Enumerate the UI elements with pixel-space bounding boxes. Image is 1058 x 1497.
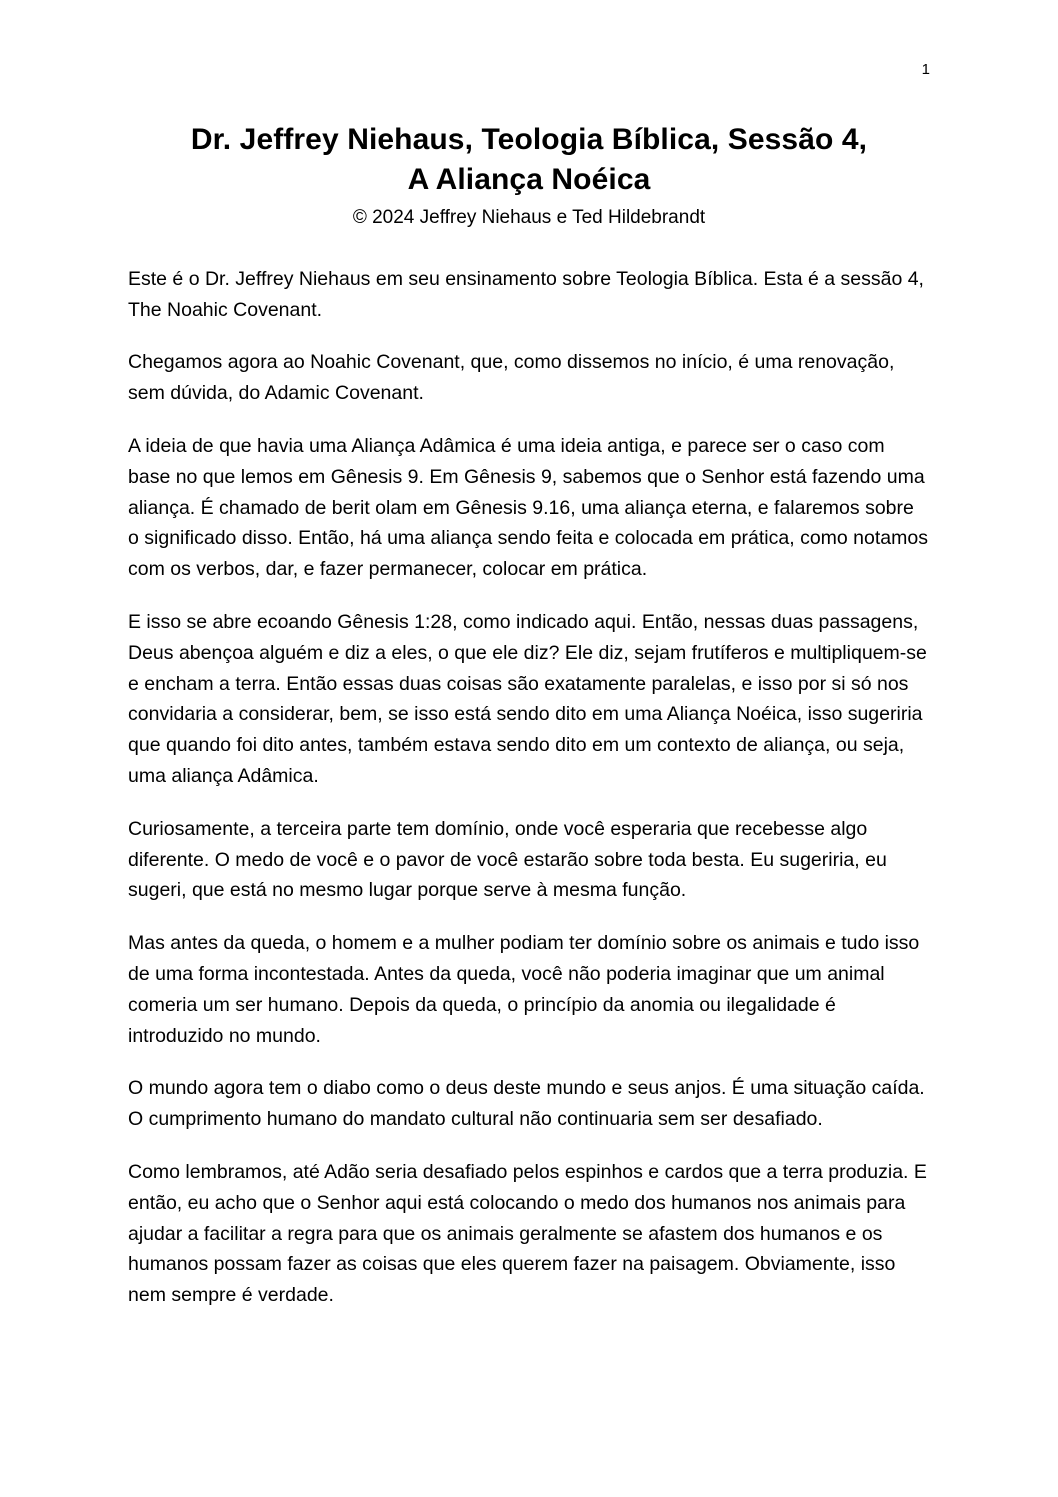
page-title-line-1: Dr. Jeffrey Niehaus, Teologia Bíblica, Sessão 4,	[190, 123, 868, 156]
paragraph: Este é o Dr. Jeffrey Niehaus em seu ensinamento sobre Teologia Bíblica. Esta é a sessão 4, The Noahic Covenant.	[128, 267, 924, 321]
copyright-notice: © 2024 Jeffrey Niehaus e Ted Hildebrandt	[352, 207, 706, 229]
paragraph: Curiosamente, a terceira parte tem domínio, onde você esperaria que recebesse algo diferente. O medo de você e o pavor de você estarão sobre toda besta. Eu sugeriria, eu sugeri, que está no mesmo lugar porque serve à mesma função.	[128, 817, 887, 902]
page-title	[128, 120, 930, 199]
paragraph: Como lembramos, até Adão seria desafiado pelos espinhos e cardos que a terra produzia. E então, eu acho que o Senhor aqui está colocando o medo dos humanos nos animais para ajudar a facilitar a regra para que os animais geralmente se afastem dos humanos e os humanos possam fazer as coisas que eles querem fazer na paisagem. Obviamente, isso nem sempre é verdade.	[128, 1160, 927, 1307]
paragraph: A ideia de que havia uma Aliança Adâmica é uma ideia antiga, e parece ser o caso com base no que lemos em Gênesis 9. Em Gênesis 9, sabemos que o Senhor está fazendo uma aliança. É chamado de berit olam em Gênesis 9.16, uma aliança eterna, e falaremos sobre o significado disso. Então, há uma aliança sendo feita e colocada em prática, como notamos com os verbos, dar, e fazer permanecer, colocar em prática.	[128, 434, 928, 581]
paragraph: O mundo agora tem o diabo como o deus deste mundo e seus anjos. É uma situação caída. O cumprimento humano do mandato cultural não continuaria sem ser desafiado.	[128, 1077, 925, 1131]
paragraph: E isso se abre ecoando Gênesis 1:28, como indicado aqui. Então, nessas duas passagens, Deus abençoa alguém e diz a eles, o que ele diz? Ele diz, sejam frutíferos e multipliquem-se e encham a terra. Então essas duas coisas são exatamente paralelas, e isso por si só nos convidaria a considerar, bem, se isso está sendo dito em uma Aliança Noéica, isso sugeriria que quando foi dito antes, também estava sendo dito em um contexto de aliança, ou seja, uma aliança Adâmica.	[128, 610, 927, 787]
paragraph: Chegamos agora ao Noahic Covenant, que, como dissemos no início, é uma renovação, sem dúvida, do Adamic Covenant.	[128, 351, 895, 405]
page-number: 1	[921, 61, 930, 78]
paragraph: Mas antes da queda, o homem e a mulher podiam ter domínio sobre os animais e tudo isso de uma forma incontestada. Antes da queda, você não poderia imaginar que um animal comeria um ser humano. Depois da queda, o princípio da anomia ou ilegalidade é introduzido no mundo.	[128, 932, 920, 1047]
page-title-line-2: A Aliança Noéica	[407, 162, 651, 196]
document-body	[128, 264, 930, 1311]
